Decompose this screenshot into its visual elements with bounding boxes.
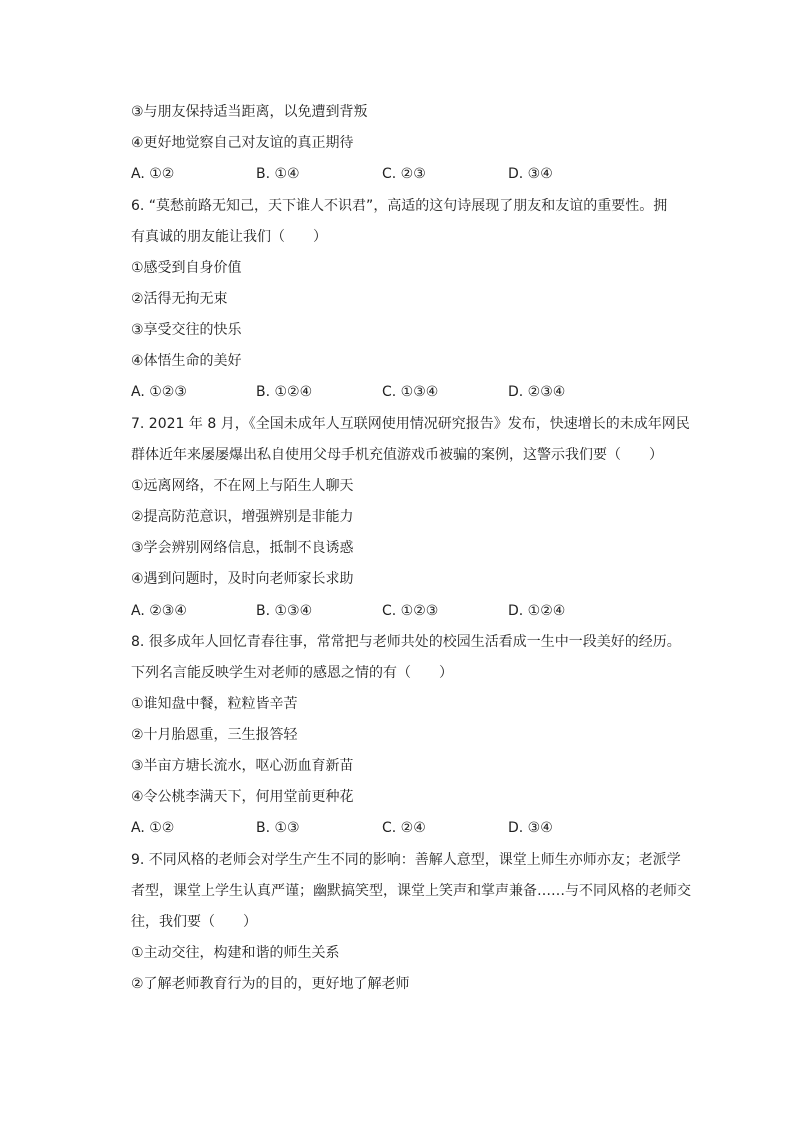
choice-d[interactable]: D. ③④ bbox=[508, 166, 553, 182]
question-6-stem: 6. “莫愁前路无知己，天下谁人不识君”，高适的这句诗展现了朋友和友谊的重要性。拥 bbox=[131, 198, 668, 214]
choice-c[interactable]: C. ①③④ bbox=[382, 384, 439, 400]
question-8-stem: 8. 很多成年人回忆青春往事，常常把与老师共处的校园生活看成一生中一段美好的经历。 bbox=[131, 634, 681, 650]
option-line: ②十月胎恩重，三生报答轻 bbox=[131, 727, 298, 743]
option-line: ②活得无拘无束 bbox=[131, 291, 228, 307]
choice-a[interactable]: A. ①② bbox=[131, 820, 175, 836]
choice-d[interactable]: D. ③④ bbox=[508, 820, 553, 836]
option-line: ③学会辨别网络信息，抵制不良诱惑 bbox=[131, 540, 354, 556]
choice-b[interactable]: B. ①④ bbox=[256, 166, 300, 182]
option-line: ②提高防范意识，增强辨别是非能力 bbox=[131, 509, 354, 525]
option-line: ③与朋友保持适当距离，以免遭到背叛 bbox=[131, 104, 368, 120]
answer-choices bbox=[131, 164, 691, 184]
choice-b[interactable]: B. ①③④ bbox=[256, 603, 313, 619]
option-line: ①远离网络，不在网上与陌生人聊天 bbox=[131, 478, 354, 494]
question-8-stem: 下列名言能反映学生对老师的感恩之情的有（ ） bbox=[131, 665, 453, 681]
choice-d[interactable]: D. ②③④ bbox=[508, 384, 566, 400]
choice-d[interactable]: D. ①②④ bbox=[508, 603, 566, 619]
choice-a[interactable]: A. ①②③ bbox=[131, 384, 187, 400]
option-line: ④令公桃李满天下，何用堂前更种花 bbox=[131, 789, 354, 805]
choice-a[interactable]: A. ①② bbox=[131, 166, 175, 182]
choice-b[interactable]: B. ①③ bbox=[256, 820, 300, 836]
option-line: ④遇到问题时，及时向老师家长求助 bbox=[131, 571, 354, 587]
option-line: ①感受到自身价值 bbox=[131, 260, 242, 276]
choice-c[interactable]: C. ①②③ bbox=[382, 603, 439, 619]
answer-choices bbox=[131, 601, 691, 621]
option-line: ③享受交往的快乐 bbox=[131, 322, 242, 338]
question-6-stem: 有真诚的朋友能让我们（ ） bbox=[131, 229, 327, 245]
option-line: ③半亩方塘长流水，呕心沥血育新苗 bbox=[131, 758, 354, 774]
question-9-stem: 者型，课堂上学生认真严谨；幽默搞笑型，课堂上笑声和掌声兼备……与不同风格的老师交 bbox=[131, 883, 691, 899]
choice-a[interactable]: A. ②③④ bbox=[131, 603, 187, 619]
choice-b[interactable]: B. ①②④ bbox=[256, 384, 313, 400]
answer-choices bbox=[131, 382, 691, 402]
choice-c[interactable]: C. ②③ bbox=[382, 166, 426, 182]
option-line: ①谁知盘中餐，粒粒皆辛苦 bbox=[131, 696, 298, 712]
question-7-stem: 群体近年来屡屡爆出私自使用父母手机充值游戏币被骗的案例，这警示我们要（ ） bbox=[131, 447, 663, 463]
option-line: ②了解老师教育行为的目的，更好地了解老师 bbox=[131, 976, 410, 992]
option-line: ④体悟生命的美好 bbox=[131, 353, 242, 369]
question-9-stem: 往，我们要（ ） bbox=[131, 914, 257, 930]
option-line: ④更好地觉察自己对友谊的真正期待 bbox=[131, 135, 354, 151]
question-7-stem: 7. 2021 年 8 月，《全国未成年人互联网使用情况研究报告》发布，快速增长的未成年网民 bbox=[131, 416, 690, 432]
answer-choices bbox=[131, 818, 691, 838]
question-9-stem: 9. 不同风格的老师会对学生产生不同的影响：善解人意型，课堂上师生亦师亦友；老派学 bbox=[131, 852, 681, 868]
option-line: ①主动交往，构建和谐的师生关系 bbox=[131, 945, 340, 961]
choice-c[interactable]: C. ②④ bbox=[382, 820, 426, 836]
